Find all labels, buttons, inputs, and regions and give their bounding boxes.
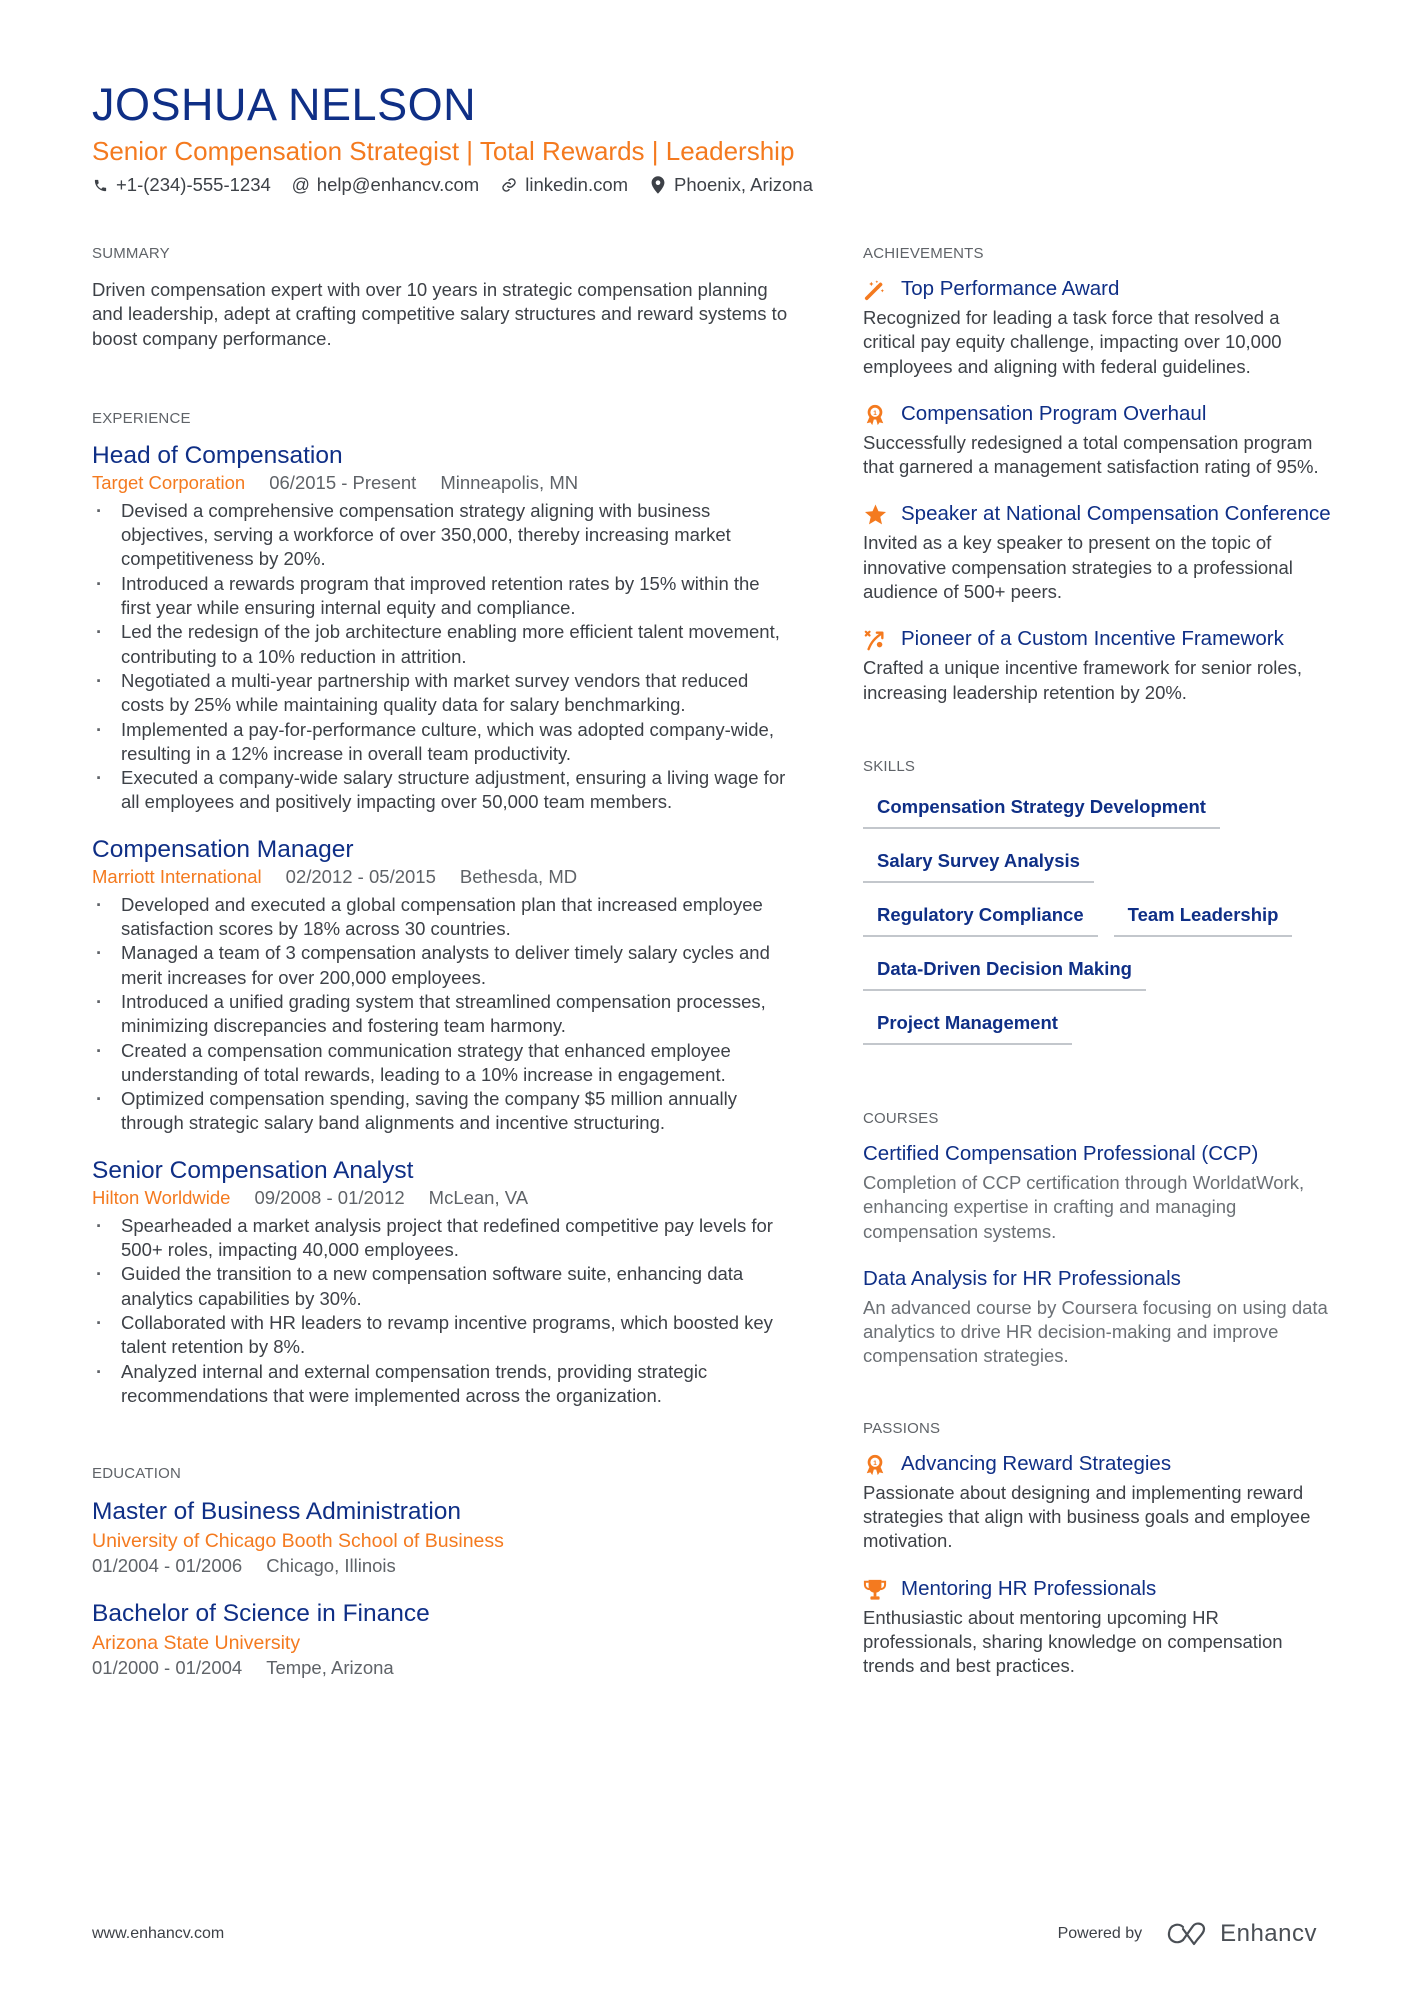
job-company: Target Corporation (92, 471, 246, 493)
job-location: McLean, VA (428, 1186, 529, 1208)
job-entry (92, 1156, 792, 1408)
course-item (863, 1266, 1333, 1369)
passion-item (863, 1451, 1333, 1554)
achievement-item (863, 501, 1333, 604)
right-column (863, 244, 1333, 1679)
education-location: Tempe, Arizona (266, 1657, 394, 1679)
education-dates: 01/2000 - 01/2004 (92, 1657, 243, 1679)
link-icon (501, 176, 517, 194)
job-dates: 09/2008 - 01/2012 (254, 1186, 405, 1208)
section-title-achievements: ACHIEVEMENTS (863, 245, 984, 262)
achievement-item (863, 276, 1333, 379)
svg-text:1: 1 (873, 409, 877, 417)
section-title-experience: EXPERIENCE (92, 409, 191, 427)
achievement-title: Pioneer of a Custom Incentive Framework (901, 627, 1284, 651)
contact-bar (92, 172, 1332, 198)
education-entry (92, 1496, 792, 1578)
achievement-title: Compensation Program Overhaul (901, 401, 1207, 425)
passion-desc: Passionate about designing and implementing reward strategies that align with business goals and employee motivation. (863, 1481, 1311, 1552)
summary-section (92, 244, 792, 351)
education-degree: Bachelor of Science in Finance (92, 1600, 430, 1628)
skill-tag: Team Leadership (1114, 899, 1293, 937)
job-bullet: · Managed a team of 3 compensation analysts to deliver timely salary cycles and merit increases for over 200,000 employees. (92, 941, 792, 990)
skill-tag: Data-Driven Decision Making (863, 953, 1146, 991)
achievement-desc: Successfully redesigned a total compensation program that garnered a management satisfaction rating of 95%. (863, 431, 1319, 478)
job-bullet: · Implemented a pay-for-performance culture, which was adopted company-wide, resulting in a 12% increase in overall team productivity. (92, 718, 792, 767)
section-title-skills: SKILLS (863, 757, 916, 775)
section-title-education: EDUCATION (92, 1465, 182, 1483)
achievements-section (863, 244, 1333, 705)
trophy-icon (863, 1578, 887, 1602)
education-section (92, 1464, 792, 1680)
passion-title: Advancing Reward Strategies (901, 1451, 1172, 1475)
contact-linkedin[interactable] (501, 172, 628, 198)
contact-location (650, 172, 813, 198)
education-location: Chicago, Illinois (266, 1555, 396, 1577)
courses-section (863, 1109, 1333, 1369)
contact-email-text: help@enhancv.com (316, 174, 480, 195)
contact-phone-text: +1-(234)-555-1234 (116, 174, 271, 195)
achievement-title: Top Performance Award (901, 277, 1120, 300)
skill-tag: Project Management (863, 1007, 1072, 1045)
section-title-passions: PASSIONS (863, 1419, 941, 1437)
resume-header (92, 78, 1332, 198)
job-bullet: · Created a compensation communication strategy that enhanced employee understanding of total rewards, leading to a 10% increase in engagement. (92, 1039, 792, 1088)
powered-by (1058, 1920, 1317, 1948)
education-school: University of Chicago Booth School of Business (92, 1530, 504, 1553)
achievement-title: Speaker at National Compensation Conference (901, 502, 1331, 526)
skills-list (863, 791, 1333, 1061)
job-role: Compensation Manager (92, 835, 354, 863)
achievement-item (863, 626, 1333, 705)
skill-tag: Salary Survey Analysis (863, 845, 1094, 883)
job-entry (92, 835, 792, 1136)
contact-linkedin-text: linkedin.com (525, 174, 629, 195)
education-degree: Master of Business Administration (92, 1498, 462, 1526)
star-icon (863, 503, 887, 527)
achievement-desc: Crafted a unique incentive framework for senior roles, increasing leadership retention by 20%. (863, 657, 1303, 703)
job-entry (92, 441, 792, 815)
course-title: Certified Compensation Professional (CCP) (863, 1141, 1259, 1165)
education-dates: 01/2004 - 01/2006 (92, 1555, 243, 1577)
education-school: Arizona State University (92, 1632, 301, 1655)
job-company: Marriott International (92, 865, 262, 887)
candidate-name: JOSHUA NELSON (92, 79, 477, 130)
job-location: Bethesda, MD (459, 865, 578, 887)
summary-text: Driven compensation expert with over 10 years in strategic compensation planning and leadership, adept at crafting competitive salary structures and reward systems to boost company performance. (92, 279, 788, 349)
skills-section (863, 757, 1333, 1061)
enhancv-brand-text: Enhancv (1220, 1920, 1317, 1947)
passions-section (863, 1419, 1333, 1679)
section-title-summary: SUMMARY (92, 245, 170, 262)
education-entry (92, 1598, 792, 1680)
job-meta (92, 865, 792, 889)
achievement-desc: Recognized for leading a task force that resolved a critical pay equity challenge, impacting over 10,000 employees and aligning with federal guidelines. (863, 307, 1282, 377)
award-ribbon-icon (863, 403, 887, 427)
job-bullet: · Analyzed internal and external compensation trends, providing strategic recommendations that were implemented across the organization. (92, 1360, 792, 1409)
job-role: Senior Compensation Analyst (92, 1156, 414, 1184)
footer-website-link[interactable]: www.enhancv.com (92, 1925, 225, 1942)
course-title: Data Analysis for HR Professionals (863, 1266, 1181, 1290)
passion-desc: Enthusiastic about mentoring upcoming HR professionals, sharing knowledge on compensation trends and best practices. (863, 1606, 1283, 1677)
left-column (92, 244, 792, 1680)
skill-tag: Regulatory Compliance (863, 899, 1098, 937)
contact-email[interactable] (293, 172, 479, 198)
job-location: Minneapolis, MN (440, 471, 579, 493)
job-bullet: · Introduced a unified grading system that streamlined compensation processes, minimizing discrepancies and fostering team harmony. (92, 990, 792, 1039)
passion-title: Mentoring HR Professionals (901, 1576, 1157, 1600)
job-bullet: · Negotiated a multi-year partnership with market survey vendors that reduced costs by 25% while maintaining quality data for salary benchmarking. (92, 669, 792, 718)
job-company: Hilton Worldwide (92, 1186, 231, 1208)
enhancv-logo[interactable] (1166, 1920, 1317, 1948)
phone-icon (92, 176, 108, 194)
course-desc: An advanced course by Coursera focusing on using data analytics to drive HR decision-making and improve compensation strategies. (863, 1296, 1328, 1367)
svg-text:1: 1 (873, 1459, 877, 1467)
strategy-arrow-icon (863, 628, 887, 652)
job-bullet: · Optimized compensation spending, saving the company $5 million annually through strategic salary band alignments and incentive structuring. (92, 1087, 792, 1136)
job-bullet: · Led the redesign of the job architecture enabling more efficient talent movement, contributing to a 10% reduction in attrition. (92, 620, 792, 669)
job-bullet: · Introduced a rewards program that improved retention rates by 15% within the first year while ensuring internal equity and compliance. (92, 572, 792, 621)
achievement-desc: Invited as a key speaker to present on the topic of innovative compensation strategies to a professional audience of 500+ peers. (863, 532, 1293, 603)
job-meta (92, 1186, 792, 1210)
job-bullet: · Collaborated with HR leaders to revamp incentive programs, which boosted key talent retention by 8%. (92, 1311, 792, 1360)
section-title-courses: COURSES (863, 1109, 939, 1127)
at-icon: @ (291, 175, 310, 195)
achievement-item (863, 401, 1333, 480)
award-ribbon-icon (863, 1453, 887, 1477)
course-desc: Completion of CCP certification through WorldatWork, enhancing expertise in crafting and managing compensation systems. (863, 1171, 1305, 1242)
job-bullet: · Developed and executed a global compensation plan that increased employee satisfaction scores by 18% across 30 countries. (92, 893, 792, 942)
job-bullet: · Spearheaded a market analysis project that redefined competitive pay levels for 500+ roles, impacting 40,000 employees. (92, 1214, 792, 1263)
location-pin-icon (650, 176, 666, 194)
job-bullet: · Executed a company-wide salary structure adjustment, ensuring a living wage for all employees and positively impacting over 50,000 team members. (92, 766, 792, 815)
contact-phone[interactable] (92, 172, 271, 198)
job-meta (92, 471, 792, 495)
job-bullet: · Devised a comprehensive compensation strategy aligning with business objectives, serving a workforce of over 350,000, thereby increasing market competitiveness by 20%. (92, 499, 792, 572)
passion-item (863, 1576, 1333, 1679)
contact-location-text: Phoenix, Arizona (674, 174, 813, 195)
job-bullet: · Guided the transition to a new compensation software suite, enhancing data analytics capabilities by 30%. (92, 1262, 792, 1311)
job-dates: 02/2012 - 05/2015 (285, 865, 436, 887)
magic-wand-icon (863, 278, 887, 302)
skill-tag: Compensation Strategy Development (863, 791, 1220, 829)
job-bullets (92, 893, 792, 1136)
job-bullets (92, 1214, 792, 1408)
enhancv-logo-icon (1166, 1921, 1212, 1947)
experience-section (92, 409, 792, 1408)
course-item (863, 1141, 1333, 1244)
education-meta (92, 1656, 792, 1680)
job-role: Head of Compensation (92, 441, 343, 469)
candidate-title: Senior Compensation Strategist | Total Rewards | Leadership (92, 136, 795, 166)
education-meta (92, 1554, 792, 1578)
job-bullets (92, 499, 792, 815)
job-dates: 06/2015 - Present (269, 471, 417, 493)
page-footer (92, 1920, 1317, 1948)
powered-by-label: Powered by (1057, 1925, 1143, 1942)
